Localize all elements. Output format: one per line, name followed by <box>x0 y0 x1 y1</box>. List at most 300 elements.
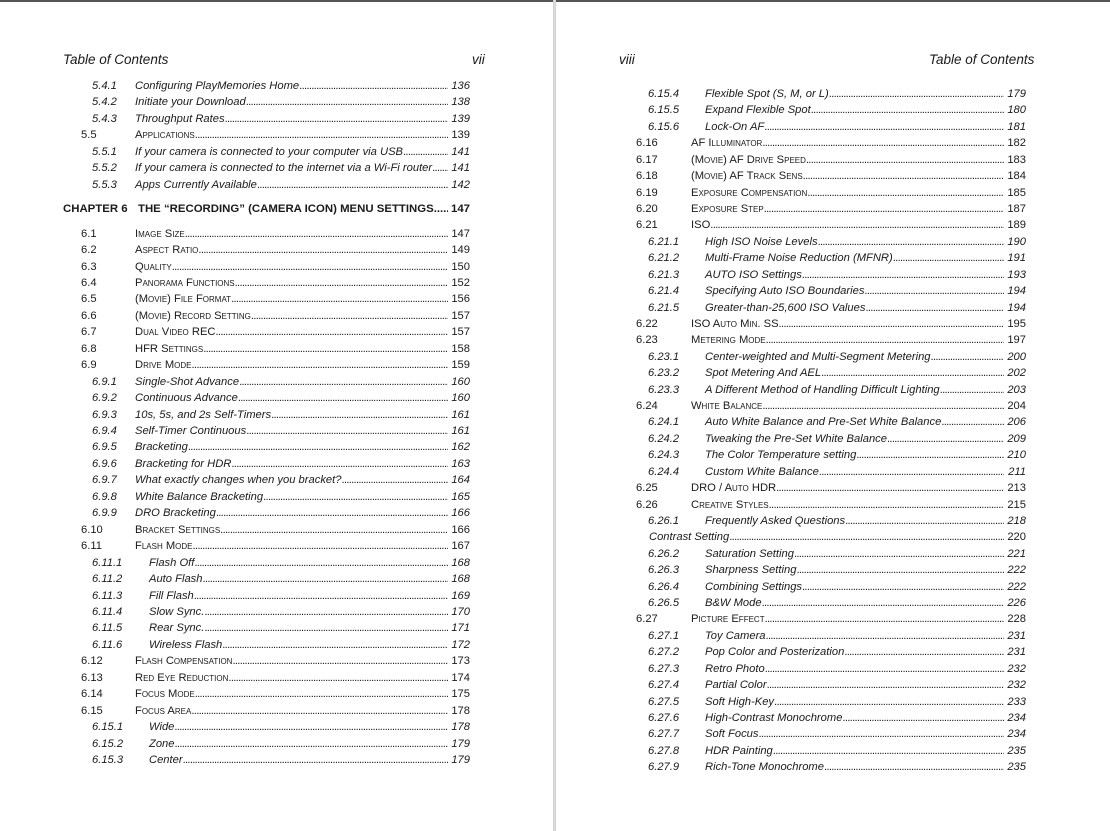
entry-page-number: 203 <box>1007 383 1026 396</box>
entry-title: Multi-Frame Noise Reduction (MFNR) <box>705 252 893 265</box>
entry-number: 6.16 <box>636 137 658 150</box>
entry-number: 6.21.1 <box>648 235 680 248</box>
entry-title: AUTO ISO Settings <box>705 268 802 281</box>
entry-page-number: 175 <box>451 688 470 701</box>
entry-page-number: 190 <box>1007 235 1026 248</box>
entry-title: Creative Styles <box>691 498 769 511</box>
entry-number: 6.27.1 <box>648 629 680 642</box>
entry-number: 6.23.1 <box>648 350 680 363</box>
dot-leader <box>194 555 448 571</box>
toc-entry[interactable] <box>63 357 470 373</box>
toc-entry[interactable] <box>63 686 470 702</box>
dot-leader <box>776 480 1004 496</box>
toc-entry[interactable] <box>63 653 470 669</box>
toc-entry[interactable] <box>63 324 470 340</box>
entry-number: 6.11.1 <box>92 556 123 569</box>
entry-page-number: 161 <box>451 425 470 437</box>
entry-number: 6.15 <box>81 704 103 717</box>
entry-title: ISO Auto Min. SS <box>691 317 779 330</box>
dot-leader <box>824 759 1004 775</box>
entry-page-number: 182 <box>1007 137 1026 150</box>
entry-title: Saturation Setting <box>705 547 794 560</box>
toc-entry[interactable] <box>636 185 1026 201</box>
entry-title: Continuous Advance <box>135 392 238 405</box>
entry-number: 5.5.1 <box>92 145 117 158</box>
dot-leader <box>842 710 1004 726</box>
toc-entry[interactable] <box>63 505 470 521</box>
entry-number: 6.9.2 <box>92 392 117 405</box>
toc-entry[interactable] <box>636 217 1026 233</box>
toc-entry[interactable] <box>636 743 1026 759</box>
entry-number: 5.4.1 <box>92 80 117 92</box>
dot-leader <box>191 703 448 719</box>
toc-entry[interactable] <box>636 661 1026 677</box>
toc-entry[interactable] <box>63 604 470 620</box>
toc-entry[interactable] <box>636 119 1026 135</box>
entry-title: Contrast Setting <box>649 531 730 544</box>
toc-entry[interactable] <box>63 160 470 176</box>
entry-number: 6.8 <box>81 342 97 355</box>
entry-title: Auto White Balance and Pre-Set White Balance <box>705 416 942 429</box>
entry-title: Image Size <box>135 227 185 240</box>
toc-entry[interactable] <box>636 135 1026 151</box>
toc-entry[interactable] <box>636 447 1026 463</box>
dot-leader <box>765 661 1004 677</box>
toc-entry[interactable] <box>63 259 470 275</box>
dot-leader <box>251 308 448 324</box>
toc-entry[interactable] <box>63 571 470 587</box>
dot-leader <box>341 472 448 488</box>
dot-leader <box>194 588 448 604</box>
dot-leader <box>865 300 1004 316</box>
entry-number: 6.11.6 <box>92 638 123 651</box>
toc-entry[interactable] <box>636 595 1026 611</box>
entry-title: Dual Video REC <box>135 326 216 339</box>
entry-number: 6.24 <box>636 400 658 412</box>
dot-leader <box>216 324 449 340</box>
entry-page-number: 162 <box>451 441 470 454</box>
entry-title: Rich-Tone Monochrome <box>705 761 824 774</box>
dot-leader <box>204 620 448 636</box>
entry-number: 6.18 <box>636 170 658 183</box>
entry-title: THE “RECORDING” (CAMERA ICON) MENU SETTINGS <box>138 203 434 216</box>
entry-title: Zone <box>149 737 175 750</box>
entry-title: Wide <box>149 721 175 734</box>
entry-page-number: 215 <box>1007 498 1026 511</box>
toc-entry[interactable] <box>636 562 1026 578</box>
entry-number: 5.5.2 <box>92 162 117 175</box>
entry-page-number: 191 <box>1007 252 1026 265</box>
entry-page-number: 220 <box>1007 531 1026 544</box>
entry-title: Sharpness Setting <box>705 564 797 577</box>
entry-number: 6.27.8 <box>648 744 680 757</box>
toc-entry[interactable] <box>63 620 470 636</box>
entry-page-number: 167 <box>451 540 470 553</box>
entry-page-number: 200 <box>1007 350 1026 363</box>
entry-title: Bracket Settings <box>135 523 221 536</box>
entry-page-number: 152 <box>451 276 470 289</box>
dot-leader <box>225 111 448 127</box>
toc-entry[interactable] <box>636 644 1026 660</box>
dot-leader <box>232 653 448 669</box>
dot-leader <box>773 743 1004 759</box>
chapter-entry[interactable] <box>63 201 470 217</box>
entry-page-number: 197 <box>1007 334 1026 347</box>
entry-page-number: 218 <box>1007 514 1026 527</box>
toc-entry[interactable] <box>636 152 1026 168</box>
dot-leader <box>864 283 1004 299</box>
entry-title: (Movie) AF Drive Speed <box>691 153 806 166</box>
toc-entry[interactable] <box>636 201 1026 217</box>
entry-title: Wireless Flash <box>149 638 223 651</box>
entry-number: 6.21.4 <box>648 285 680 297</box>
entry-title: Retro Photo <box>705 662 765 675</box>
entry-title: Pop Color and Posterization <box>705 646 845 659</box>
toc-entry[interactable] <box>63 226 470 242</box>
entry-title: High ISO Noise Levels <box>705 235 818 248</box>
toc-entry[interactable] <box>636 529 1026 545</box>
toc-entry[interactable] <box>63 291 470 307</box>
dot-leader <box>818 234 1004 250</box>
dot-leader <box>806 152 1004 168</box>
entry-number: 6.11.2 <box>92 573 123 585</box>
dot-leader <box>845 513 1004 529</box>
entry-title: Rear Sync. <box>149 622 205 635</box>
toc-entry[interactable] <box>636 480 1026 496</box>
dot-leader <box>203 341 448 357</box>
entry-title: Toy Camera <box>705 629 766 642</box>
entry-page-number: 141 <box>451 162 470 175</box>
entry-number: 6.15.6 <box>648 120 680 133</box>
entry-title: B&W Mode <box>705 597 762 609</box>
dot-leader <box>238 390 448 406</box>
left-page <box>0 0 553 831</box>
entry-page-number: 147 <box>450 203 470 216</box>
entry-number: 5.4.2 <box>92 96 117 109</box>
toc-entry[interactable] <box>636 611 1026 627</box>
toc-entry[interactable] <box>636 102 1026 118</box>
dot-leader <box>940 382 1004 398</box>
entry-page-number: 232 <box>1007 662 1026 675</box>
entry-number: 6.11 <box>81 540 102 553</box>
toc-entry[interactable] <box>63 538 470 554</box>
entry-number: 6.24.2 <box>648 432 680 445</box>
entry-title: Partial Color <box>705 679 767 692</box>
entry-number: 6.15.2 <box>92 737 124 750</box>
toc-entry[interactable] <box>636 283 1026 299</box>
entry-number: 6.26.5 <box>648 597 680 609</box>
entry-title: (Movie) Record Setting <box>135 309 251 322</box>
entry-title: The Color Temperature setting <box>705 449 857 462</box>
toc-entry[interactable] <box>636 300 1026 316</box>
running-head: Table of Contents <box>929 52 1035 67</box>
entry-page-number: 193 <box>1007 268 1026 281</box>
toc-entry[interactable] <box>63 275 470 291</box>
toc-entry[interactable] <box>63 489 470 505</box>
toc-entry[interactable] <box>636 726 1026 742</box>
entry-number: 6.27.2 <box>648 646 680 659</box>
entry-number: 6.15.1 <box>92 721 124 734</box>
dot-leader <box>803 168 1004 184</box>
entry-page-number: 149 <box>451 244 470 256</box>
entry-number: 6.6 <box>81 309 97 322</box>
entry-title: Picture Effect <box>691 613 765 626</box>
entry-title: HFR Settings <box>135 342 204 355</box>
dot-leader <box>172 259 448 275</box>
entry-number: 6.12 <box>81 655 103 668</box>
entry-page-number: 231 <box>1007 646 1026 659</box>
entry-number: 6.23.2 <box>648 367 680 380</box>
toc-entry[interactable] <box>63 94 470 110</box>
entry-number: 6.9.1 <box>92 375 117 388</box>
toc-entry[interactable] <box>63 555 470 571</box>
entry-page-number: 166 <box>451 523 470 536</box>
entry-number: CHAPTER 6 <box>63 203 128 216</box>
entry-number: 6.11.5 <box>92 622 123 635</box>
page-numeral: viii <box>619 52 635 67</box>
entry-page-number: 180 <box>1007 104 1026 117</box>
entry-number: 6.24.1 <box>648 416 680 429</box>
dot-leader <box>235 275 448 291</box>
toc-entry[interactable] <box>636 579 1026 595</box>
toc-entry[interactable] <box>636 677 1026 693</box>
entry-title: Auto Flash <box>149 573 203 585</box>
toc-entry[interactable] <box>636 759 1026 775</box>
dot-leader <box>819 464 1004 480</box>
toc-entry[interactable] <box>63 111 470 127</box>
dot-leader <box>762 595 1004 611</box>
toc-entry[interactable] <box>636 250 1026 266</box>
dot-leader <box>764 119 1004 135</box>
dot-leader <box>193 538 449 554</box>
dot-leader <box>188 439 448 455</box>
dot-leader <box>204 604 448 620</box>
entry-number: 6.27.5 <box>648 695 680 708</box>
toc-entry[interactable] <box>63 390 470 406</box>
toc-entry[interactable] <box>63 374 470 390</box>
toc-entry[interactable] <box>63 439 470 455</box>
toc-entry[interactable] <box>636 86 1026 102</box>
entry-page-number: 142 <box>451 178 470 191</box>
dot-leader <box>246 94 448 110</box>
dot-leader <box>807 185 1004 201</box>
dot-leader <box>175 736 449 752</box>
toc-entry[interactable] <box>63 308 470 324</box>
toc-entry[interactable] <box>63 670 470 686</box>
dot-leader <box>941 414 1004 430</box>
entry-number: 6.11.4 <box>92 605 123 618</box>
page-numeral: vii <box>472 52 485 67</box>
entry-number: 6.20 <box>636 202 658 215</box>
entry-title: HDR Painting <box>705 744 773 757</box>
entry-page-number: 234 <box>1007 712 1026 724</box>
toc-entry[interactable] <box>636 316 1026 332</box>
entry-page-number: 150 <box>451 260 470 273</box>
toc-entry[interactable] <box>636 234 1026 250</box>
dot-leader <box>758 726 1004 742</box>
entry-page-number: 171 <box>451 622 470 635</box>
toc-entry[interactable] <box>63 78 470 94</box>
entry-number: 6.7 <box>81 326 97 339</box>
entry-number: 6.2 <box>81 244 97 256</box>
entry-page-number: 165 <box>451 490 470 503</box>
entry-number: 6.1 <box>81 227 97 240</box>
entry-number: 6.9 <box>81 359 97 372</box>
entry-title: What exactly changes when you bracket? <box>135 474 342 487</box>
entry-title: Soft Focus <box>705 728 759 741</box>
entry-title: Exposure Step <box>691 202 764 215</box>
entry-title: Exposure Compensation <box>691 186 808 199</box>
entry-page-number: 226 <box>1007 597 1026 609</box>
dot-leader <box>202 571 448 587</box>
dot-leader <box>263 489 448 505</box>
entry-number: 6.11.3 <box>92 589 123 602</box>
entry-title: Quality <box>135 260 172 273</box>
dot-leader <box>403 144 448 160</box>
entry-number: 6.9.6 <box>92 457 117 470</box>
entry-title: DRO Bracketing <box>135 507 216 520</box>
toc-entry[interactable] <box>63 127 470 143</box>
toc-entry[interactable] <box>636 349 1026 365</box>
toc-entry[interactable] <box>636 332 1026 348</box>
entry-title: Flash Mode <box>135 540 193 553</box>
entry-page-number: 169 <box>451 589 470 602</box>
toc-entry[interactable] <box>636 267 1026 283</box>
toc-entry[interactable] <box>636 414 1026 430</box>
entry-title: Bracketing <box>135 441 188 454</box>
dot-leader <box>231 456 448 472</box>
entry-number: 6.15.3 <box>92 754 124 766</box>
toc-entry[interactable] <box>636 546 1026 562</box>
entry-page-number: 234 <box>1007 728 1026 741</box>
toc-entry[interactable] <box>636 365 1026 381</box>
entry-page-number: 233 <box>1007 695 1026 708</box>
entry-page-number: 181 <box>1007 120 1026 133</box>
entry-title: Apps Currently Available <box>135 178 257 191</box>
dot-leader <box>931 349 1004 365</box>
dot-leader <box>192 357 448 373</box>
entry-number: 6.27.6 <box>648 712 680 724</box>
toc-entry[interactable] <box>63 341 470 357</box>
toc-entry[interactable] <box>636 398 1026 414</box>
entry-number: 6.27.3 <box>648 662 680 675</box>
entry-title: White Balance Bracketing <box>135 490 264 503</box>
toc-entry[interactable] <box>63 719 470 735</box>
toc-entry[interactable] <box>63 242 470 258</box>
toc-entry[interactable] <box>636 628 1026 644</box>
toc-entry[interactable] <box>636 694 1026 710</box>
dot-leader <box>271 407 448 423</box>
entry-number: 6.26.1 <box>648 514 680 527</box>
entry-page-number: 158 <box>451 342 470 355</box>
dot-leader <box>821 365 1004 381</box>
toc-entry[interactable] <box>63 472 470 488</box>
entry-page-number: 195 <box>1007 317 1026 330</box>
entry-page-number: 206 <box>1007 416 1026 429</box>
toc-entry[interactable] <box>636 431 1026 447</box>
dot-leader <box>767 677 1004 693</box>
toc-entry[interactable] <box>63 456 470 472</box>
dot-leader <box>893 250 1004 266</box>
entry-page-number: 178 <box>451 704 470 717</box>
entry-number: 6.3 <box>81 260 97 273</box>
entry-page-number: 170 <box>451 605 470 618</box>
entry-title: High-Contrast Monochrome <box>705 712 843 724</box>
toc-entry[interactable] <box>636 497 1026 513</box>
entry-page-number: 166 <box>451 507 470 520</box>
entry-page-number: 189 <box>1007 219 1026 232</box>
toc-entry[interactable] <box>63 703 470 719</box>
entry-page-number: 204 <box>1007 400 1026 412</box>
entry-title: Applications <box>135 129 195 142</box>
toc-entry[interactable] <box>63 522 470 538</box>
entry-number: 6.5 <box>81 293 97 306</box>
dot-leader <box>185 226 448 242</box>
entry-page-number: 179 <box>451 737 470 750</box>
toc-entry[interactable] <box>63 177 470 193</box>
entry-page-number: 211 <box>1008 465 1026 478</box>
entry-page-number: 164 <box>451 474 470 487</box>
toc-entry[interactable] <box>636 513 1026 529</box>
entry-page-number: 138 <box>451 96 470 109</box>
entry-number: 6.25 <box>636 482 658 495</box>
entry-number: 6.19 <box>636 186 658 199</box>
toc-entry[interactable] <box>63 736 470 752</box>
dot-leader <box>222 637 448 653</box>
dot-leader <box>195 127 448 143</box>
entry-title: Spot Metering And AEL <box>705 367 822 380</box>
entry-title: Frequently Asked Questions <box>705 514 846 527</box>
toc-entry[interactable] <box>63 588 470 604</box>
toc-entry[interactable] <box>636 382 1026 398</box>
entry-number: 6.27.4 <box>648 679 680 692</box>
dot-leader <box>195 686 448 702</box>
toc-entry[interactable] <box>636 464 1026 480</box>
entry-number: 6.9.3 <box>92 408 117 421</box>
toc-entry[interactable] <box>63 423 470 439</box>
toc-entry[interactable] <box>63 752 470 768</box>
entry-title: Greater-than-25,600 ISO Values <box>705 301 866 314</box>
entry-page-number: 222 <box>1007 564 1026 577</box>
entry-page-number: 202 <box>1007 367 1026 380</box>
entry-number: 6.17 <box>636 153 658 166</box>
entry-title: Initiate your Download <box>135 96 246 109</box>
toc-entry[interactable] <box>63 144 470 160</box>
entry-number: 6.24.3 <box>648 449 680 462</box>
entry-title: Red Eye Reduction <box>135 671 229 684</box>
entry-number: 6.21.2 <box>648 252 680 265</box>
entry-number: 6.27 <box>636 613 658 626</box>
toc-entry[interactable] <box>636 710 1026 726</box>
toc-entry[interactable] <box>63 407 470 423</box>
entry-number: 6.27.7 <box>648 728 680 741</box>
entry-title: If your camera is connected to the internet via a Wi-Fi router <box>135 162 433 175</box>
dot-leader <box>220 522 448 538</box>
entry-title: Throughput Rates <box>135 112 225 125</box>
entry-title: Expand Flexible Spot <box>705 104 811 117</box>
entry-page-number: 222 <box>1007 580 1026 593</box>
dot-leader <box>794 546 1004 562</box>
entry-page-number: 235 <box>1007 744 1026 757</box>
entry-number: 6.26.2 <box>648 547 680 560</box>
entry-page-number: 187 <box>1007 202 1026 215</box>
toc-entry[interactable] <box>63 637 470 653</box>
entry-page-number: 174 <box>451 671 470 684</box>
entry-number: 6.9.9 <box>92 507 117 520</box>
dot-leader <box>779 316 1004 332</box>
dot-leader <box>257 177 448 193</box>
toc-entry[interactable] <box>636 168 1026 184</box>
